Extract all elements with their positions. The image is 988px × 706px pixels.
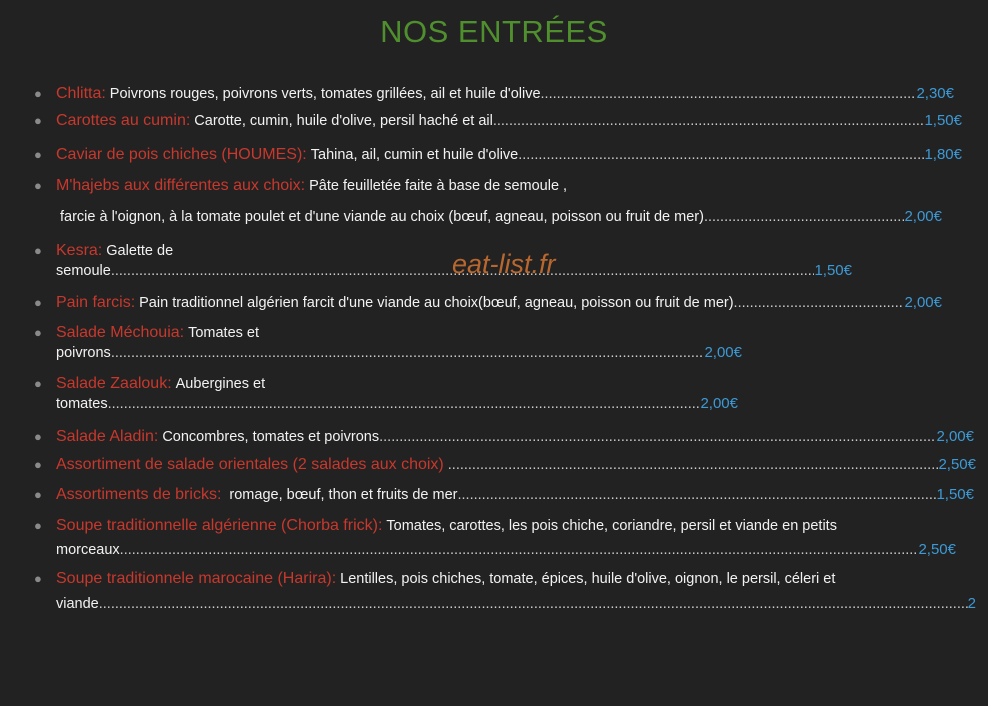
item-price: 2,00€ [904,208,942,225]
item-description: Aubergines et [175,376,266,392]
item-description: Pâte feuilletée faite à base de semoule , [309,178,568,194]
leader-dots [493,111,925,131]
menu-item [34,374,738,414]
menu-item [34,485,974,505]
menu-item [34,569,976,614]
menu-item [34,111,962,131]
item-description: Tomates et [188,325,260,341]
bullet-icon: ● [34,571,42,586]
item-price: 1,50€ [814,262,852,279]
item-name: Pain farcis: [56,294,136,311]
leader-dots [108,394,701,414]
item-name: Salade Zaalouk: [56,375,172,392]
menu-item [34,241,852,281]
item-description: romage, bœuf, thon et fruits de mer [225,487,458,503]
leader-dots [120,540,919,560]
leader-dots [99,594,968,614]
menu-item [34,84,954,104]
item-description: Pain traditionnel algérien farcit d'une viande au choix(bœuf, agneau, poisson ou fruit de mer) [139,295,734,311]
item-description-continued: semoule [56,263,111,279]
menu-item [34,455,976,475]
menu-item [34,145,962,165]
item-name: Assortiments de bricks: [56,486,222,503]
leader-dots [111,343,705,363]
item-description: Tahina, ail, cumin et huile d'olive [310,147,519,163]
item-description: Galette de [106,243,174,259]
item-description-continued: tomates [56,396,108,412]
item-name: M'hajebs aux différentes aux choix: [56,177,306,194]
bullet-icon: ● [34,243,42,258]
item-name: Soupe traditionnele marocaine (Harira): [56,570,337,587]
leader-dots [541,84,917,104]
menu-item [34,176,942,227]
item-description-continued: poivrons [56,345,111,361]
item-price: 2,00€ [904,294,942,311]
item-price: 2,00€ [936,428,974,445]
item-price: 2,50€ [938,456,976,473]
item-name: Soupe traditionnelle algérienne (Chorba frick): [56,517,383,534]
item-price: 2,00€ [704,344,742,361]
item-description-continued: morceaux [56,542,120,558]
menu-item [34,323,742,363]
page-title: NOS ENTRÉES [380,14,608,49]
item-price: 1,50€ [924,112,962,129]
item-price: 2 [967,595,976,612]
bullet-icon: ● [34,376,42,391]
item-price: 2,50€ [918,541,956,558]
menu-item [34,293,942,313]
leader-dots [734,293,905,313]
item-price: 2,00€ [700,395,738,412]
leader-dots [518,145,924,165]
item-description-continued: viande [56,596,99,612]
item-price: 1,80€ [924,146,962,163]
leader-dots [704,207,905,227]
bullet-icon: ● [34,113,42,128]
bullet-icon: ● [34,325,42,340]
item-description: Poivrons rouges, poivrons verts, tomates grillées, ail et huile d'olive [109,86,541,102]
item-description: Carotte, cumin, huile d'olive, persil haché et ail [194,113,493,129]
item-price: 1,50€ [936,486,974,503]
item-name: Salade Aladin: [56,428,159,445]
item-description: Lentilles, pois chiches, tomate, épices, huile d'olive, oignon, le persil, céleri et [340,571,836,587]
menu-item [34,427,974,447]
item-name: Kesra: [56,242,103,259]
leader-dots [458,485,937,505]
item-price: 2,30€ [916,85,954,102]
item-description: Concombres, tomates et poivrons [162,429,380,445]
bullet-icon: ● [34,429,42,444]
watermark: eat-list.fr [452,249,556,279]
item-description: Tomates, carottes, les pois chiche, coriandre, persil et viande en petits [386,518,837,534]
item-name: Assortiment de salade orientales (2 salades aux choix) [56,456,444,473]
leader-dots [448,455,939,475]
leader-dots [111,261,815,281]
bullet-icon: ● [34,518,42,533]
item-description-continued: farcie à l'oignon, à la tomate poulet et d'une viande au choix (bœuf, agneau, poisson ou fruit de mer) [60,209,704,225]
item-name: Salade Méchouia: [56,324,185,341]
bullet-icon: ● [34,178,42,193]
leader-dots [379,427,936,447]
item-name: Chlitta: [56,85,106,102]
item-name: Carottes au cumin: [56,112,191,129]
bullet-icon: ● [34,457,42,472]
bullet-icon: ● [34,487,42,502]
item-name: Caviar de pois chiches (HOUMES): [56,146,307,163]
bullet-icon: ● [34,295,42,310]
bullet-icon: ● [34,147,42,162]
menu-item [34,516,956,560]
bullet-icon: ● [34,86,42,101]
